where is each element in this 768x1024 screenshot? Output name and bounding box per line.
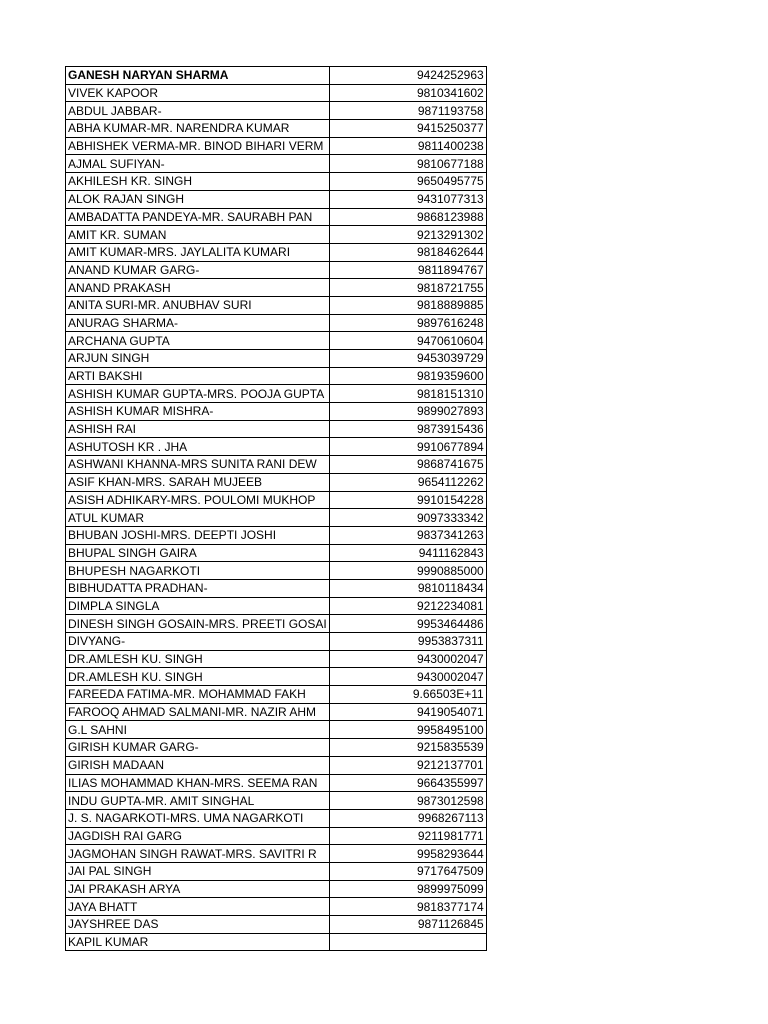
table-row bbox=[66, 686, 487, 704]
table-row bbox=[66, 898, 487, 916]
phone-cell[interactable]: 9958293644 bbox=[329, 845, 486, 863]
table-row bbox=[66, 208, 487, 226]
name-cell[interactable]: DR.AMLESH KU. SINGH bbox=[66, 650, 330, 668]
name-cell[interactable]: JAGDISH RAI GARG bbox=[66, 827, 330, 845]
table-row bbox=[66, 385, 487, 403]
table-row bbox=[66, 544, 487, 562]
name-cell[interactable]: JAI PAL SINGH bbox=[66, 862, 330, 880]
table-row bbox=[66, 916, 487, 934]
name-cell[interactable]: ABHISHEK VERMA-MR. BINOD BIHARI VERM bbox=[66, 137, 330, 155]
phone-cell[interactable]: 9910677894 bbox=[329, 438, 486, 456]
table-row bbox=[66, 562, 487, 580]
name-cell[interactable]: ALOK RAJAN SINGH bbox=[66, 190, 330, 208]
name-cell[interactable]: ANAND PRAKASH bbox=[66, 279, 330, 297]
phone-cell[interactable]: 9424252963 bbox=[329, 67, 486, 85]
sheet-body bbox=[66, 67, 487, 951]
phone-cell[interactable]: 9212137701 bbox=[329, 756, 486, 774]
name-cell[interactable]: G.L SAHNI bbox=[66, 721, 330, 739]
table-row bbox=[66, 350, 487, 368]
table-row bbox=[66, 226, 487, 244]
name-cell[interactable]: GIRISH KUMAR GARG- bbox=[66, 739, 330, 757]
table-row bbox=[66, 615, 487, 633]
table-row bbox=[66, 845, 487, 863]
name-cell[interactable]: DR.AMLESH KU. SINGH bbox=[66, 668, 330, 686]
name-cell[interactable]: BHUPAL SINGH GAIRA bbox=[66, 544, 330, 562]
phone-cell[interactable]: 9213291302 bbox=[329, 226, 486, 244]
table-row bbox=[66, 473, 487, 491]
table-row bbox=[66, 526, 487, 544]
name-cell[interactable]: ANITA SURI-MR. ANUBHAV SURI bbox=[66, 296, 330, 314]
name-cell[interactable]: ASHUTOSH KR . JHA bbox=[66, 438, 330, 456]
name-cell[interactable]: ATUL KUMAR bbox=[66, 509, 330, 527]
name-cell[interactable]: JAI PRAKASH ARYA bbox=[66, 880, 330, 898]
name-cell[interactable]: BIBHUDATTA PRADHAN- bbox=[66, 579, 330, 597]
name-cell[interactable]: JAGMOHAN SINGH RAWAT-MRS. SAVITRI R bbox=[66, 845, 330, 863]
phone-cell[interactable]: 9811894767 bbox=[329, 261, 486, 279]
phone-cell[interactable]: 9650495775 bbox=[329, 173, 486, 191]
name-cell[interactable]: ANAND KUMAR GARG- bbox=[66, 261, 330, 279]
name-cell[interactable]: ASHISH KUMAR MISHRA- bbox=[66, 403, 330, 421]
name-cell[interactable]: ASHWANI KHANNA-MRS SUNITA RANI DEW bbox=[66, 456, 330, 474]
name-cell[interactable]: ASHISH RAI bbox=[66, 420, 330, 438]
phone-cell[interactable]: 9899975099 bbox=[329, 880, 486, 898]
name-cell[interactable]: AMBADATTA PANDEYA-MR. SAURABH PAN bbox=[66, 208, 330, 226]
name-cell[interactable]: ARJUN SINGH bbox=[66, 350, 330, 368]
table-row bbox=[66, 809, 487, 827]
table-row bbox=[66, 367, 487, 385]
table-row bbox=[66, 509, 487, 527]
phone-cell[interactable]: 9818721755 bbox=[329, 279, 486, 297]
name-cell[interactable]: ARCHANA GUPTA bbox=[66, 332, 330, 350]
name-cell[interactable]: ANURAG SHARMA- bbox=[66, 314, 330, 332]
name-cell[interactable]: FAROOQ AHMAD SALMANI-MR. NAZIR AHM bbox=[66, 703, 330, 721]
name-cell[interactable]: JAYSHREE DAS bbox=[66, 916, 330, 934]
phone-cell[interactable]: 9430002047 bbox=[329, 650, 486, 668]
table-row bbox=[66, 668, 487, 686]
table-row bbox=[66, 243, 487, 261]
phone-cell[interactable]: 9899027893 bbox=[329, 403, 486, 421]
table-row bbox=[66, 173, 487, 191]
table-row bbox=[66, 456, 487, 474]
phone-cell[interactable]: 9470610604 bbox=[329, 332, 486, 350]
phone-cell[interactable]: 9.66503E+11 bbox=[329, 686, 486, 704]
phone-cell[interactable] bbox=[329, 933, 486, 951]
phone-cell[interactable]: 9868123988 bbox=[329, 208, 486, 226]
table-row bbox=[66, 155, 487, 173]
phone-cell[interactable]: 9717647509 bbox=[329, 862, 486, 880]
phone-cell[interactable]: 9818151310 bbox=[329, 385, 486, 403]
phone-cell[interactable]: 9811400238 bbox=[329, 137, 486, 155]
table-row bbox=[66, 102, 487, 120]
phone-cell[interactable]: 9871126845 bbox=[329, 916, 486, 934]
contact-sheet bbox=[65, 66, 487, 951]
phone-cell[interactable]: 9212234081 bbox=[329, 597, 486, 615]
phone-cell[interactable]: 9818889885 bbox=[329, 296, 486, 314]
name-cell[interactable]: INDU GUPTA-MR. AMIT SINGHAL bbox=[66, 792, 330, 810]
phone-cell[interactable]: 9871193758 bbox=[329, 102, 486, 120]
name-cell[interactable]: FAREEDA FATIMA-MR. MOHAMMAD FAKH bbox=[66, 686, 330, 704]
table-row bbox=[66, 120, 487, 138]
table-row bbox=[66, 579, 487, 597]
name-cell[interactable]: GIRISH MADAAN bbox=[66, 756, 330, 774]
phone-cell[interactable]: 9097333342 bbox=[329, 509, 486, 527]
phone-cell[interactable]: 9953837311 bbox=[329, 633, 486, 651]
name-cell[interactable]: JAYA BHATT bbox=[66, 898, 330, 916]
phone-cell[interactable]: 9868741675 bbox=[329, 456, 486, 474]
name-cell[interactable]: AKHILESH KR. SINGH bbox=[66, 173, 330, 191]
name-cell[interactable]: DIMPLA SINGLA bbox=[66, 597, 330, 615]
phone-cell[interactable]: 9958495100 bbox=[329, 721, 486, 739]
table-row bbox=[66, 420, 487, 438]
name-cell[interactable]: J. S. NAGARKOTI-MRS. UMA NAGARKOTI bbox=[66, 809, 330, 827]
phone-cell[interactable]: 9837341263 bbox=[329, 526, 486, 544]
table-row bbox=[66, 756, 487, 774]
table-row bbox=[66, 137, 487, 155]
phone-cell[interactable]: 9873915436 bbox=[329, 420, 486, 438]
table-row bbox=[66, 739, 487, 757]
name-cell[interactable]: ARTI BAKSHI bbox=[66, 367, 330, 385]
phone-cell[interactable]: 9873012598 bbox=[329, 792, 486, 810]
table-row bbox=[66, 314, 487, 332]
table-row bbox=[66, 774, 487, 792]
phone-cell[interactable]: 9818377174 bbox=[329, 898, 486, 916]
table-row bbox=[66, 296, 487, 314]
phone-cell[interactable]: 9419054071 bbox=[329, 703, 486, 721]
name-cell[interactable]: BHUPESH NAGARKOTI bbox=[66, 562, 330, 580]
table-row bbox=[66, 827, 487, 845]
phone-cell[interactable]: 9810118434 bbox=[329, 579, 486, 597]
phone-cell[interactable]: 9910154228 bbox=[329, 491, 486, 509]
name-cell[interactable]: VIVEK KAPOOR bbox=[66, 84, 330, 102]
name-cell[interactable]: ABDUL JABBAR- bbox=[66, 102, 330, 120]
phone-cell[interactable]: 9818462644 bbox=[329, 243, 486, 261]
name-cell[interactable]: ASISH ADHIKARY-MRS. POULOMI MUKHOP bbox=[66, 491, 330, 509]
phone-cell[interactable]: 9211981771 bbox=[329, 827, 486, 845]
table-row bbox=[66, 792, 487, 810]
table-row bbox=[66, 703, 487, 721]
phone-cell[interactable]: 9664355997 bbox=[329, 774, 486, 792]
table-row bbox=[66, 67, 487, 85]
phone-cell[interactable]: 9810341602 bbox=[329, 84, 486, 102]
phone-cell[interactable]: 9819359600 bbox=[329, 367, 486, 385]
table-row bbox=[66, 279, 487, 297]
table-row bbox=[66, 721, 487, 739]
phone-cell[interactable]: 9431077313 bbox=[329, 190, 486, 208]
phone-cell[interactable]: 9453039729 bbox=[329, 350, 486, 368]
name-cell[interactable]: ASHISH KUMAR GUPTA-MRS. POOJA GUPTA bbox=[66, 385, 330, 403]
table-row bbox=[66, 597, 487, 615]
name-cell[interactable]: ABHA KUMAR-MR. NARENDRA KUMAR bbox=[66, 120, 330, 138]
phone-cell[interactable]: 9415250377 bbox=[329, 120, 486, 138]
table-row bbox=[66, 491, 487, 509]
name-cell[interactable]: ASIF KHAN-MRS. SARAH MUJEEB bbox=[66, 473, 330, 491]
phone-cell[interactable]: 9990885000 bbox=[329, 562, 486, 580]
name-cell[interactable]: ILIAS MOHAMMAD KHAN-MRS. SEEMA RAN bbox=[66, 774, 330, 792]
name-cell[interactable]: GANESH NARYAN SHARMA bbox=[66, 67, 330, 85]
table-row bbox=[66, 438, 487, 456]
table-row bbox=[66, 261, 487, 279]
table-row bbox=[66, 190, 487, 208]
name-cell[interactable]: BHUBAN JOSHI-MRS. DEEPTI JOSHI bbox=[66, 526, 330, 544]
table-row bbox=[66, 403, 487, 421]
table-row bbox=[66, 650, 487, 668]
name-cell[interactable]: KAPIL KUMAR bbox=[66, 933, 330, 951]
name-cell[interactable]: AMIT KR. SUMAN bbox=[66, 226, 330, 244]
name-cell[interactable]: AJMAL SUFIYAN- bbox=[66, 155, 330, 173]
phone-cell[interactable]: 9968267113 bbox=[329, 809, 486, 827]
name-cell[interactable]: DIVYANG- bbox=[66, 633, 330, 651]
table-row bbox=[66, 880, 487, 898]
phone-cell[interactable]: 9215835539 bbox=[329, 739, 486, 757]
table-row bbox=[66, 933, 487, 951]
phone-cell[interactable]: 9430002047 bbox=[329, 668, 486, 686]
phone-cell[interactable]: 9897616248 bbox=[329, 314, 486, 332]
phone-cell[interactable]: 9810677188 bbox=[329, 155, 486, 173]
table-row bbox=[66, 633, 487, 651]
table-row bbox=[66, 332, 487, 350]
name-cell[interactable]: DINESH SINGH GOSAIN-MRS. PREETI GOSAI bbox=[66, 615, 330, 633]
table-row bbox=[66, 862, 487, 880]
table-row bbox=[66, 84, 487, 102]
phone-cell[interactable]: 9411162843 bbox=[329, 544, 486, 562]
phone-cell[interactable]: 9654112262 bbox=[329, 473, 486, 491]
phone-cell[interactable]: 9953464486 bbox=[329, 615, 486, 633]
name-cell[interactable]: AMIT KUMAR-MRS. JAYLALITA KUMARI bbox=[66, 243, 330, 261]
